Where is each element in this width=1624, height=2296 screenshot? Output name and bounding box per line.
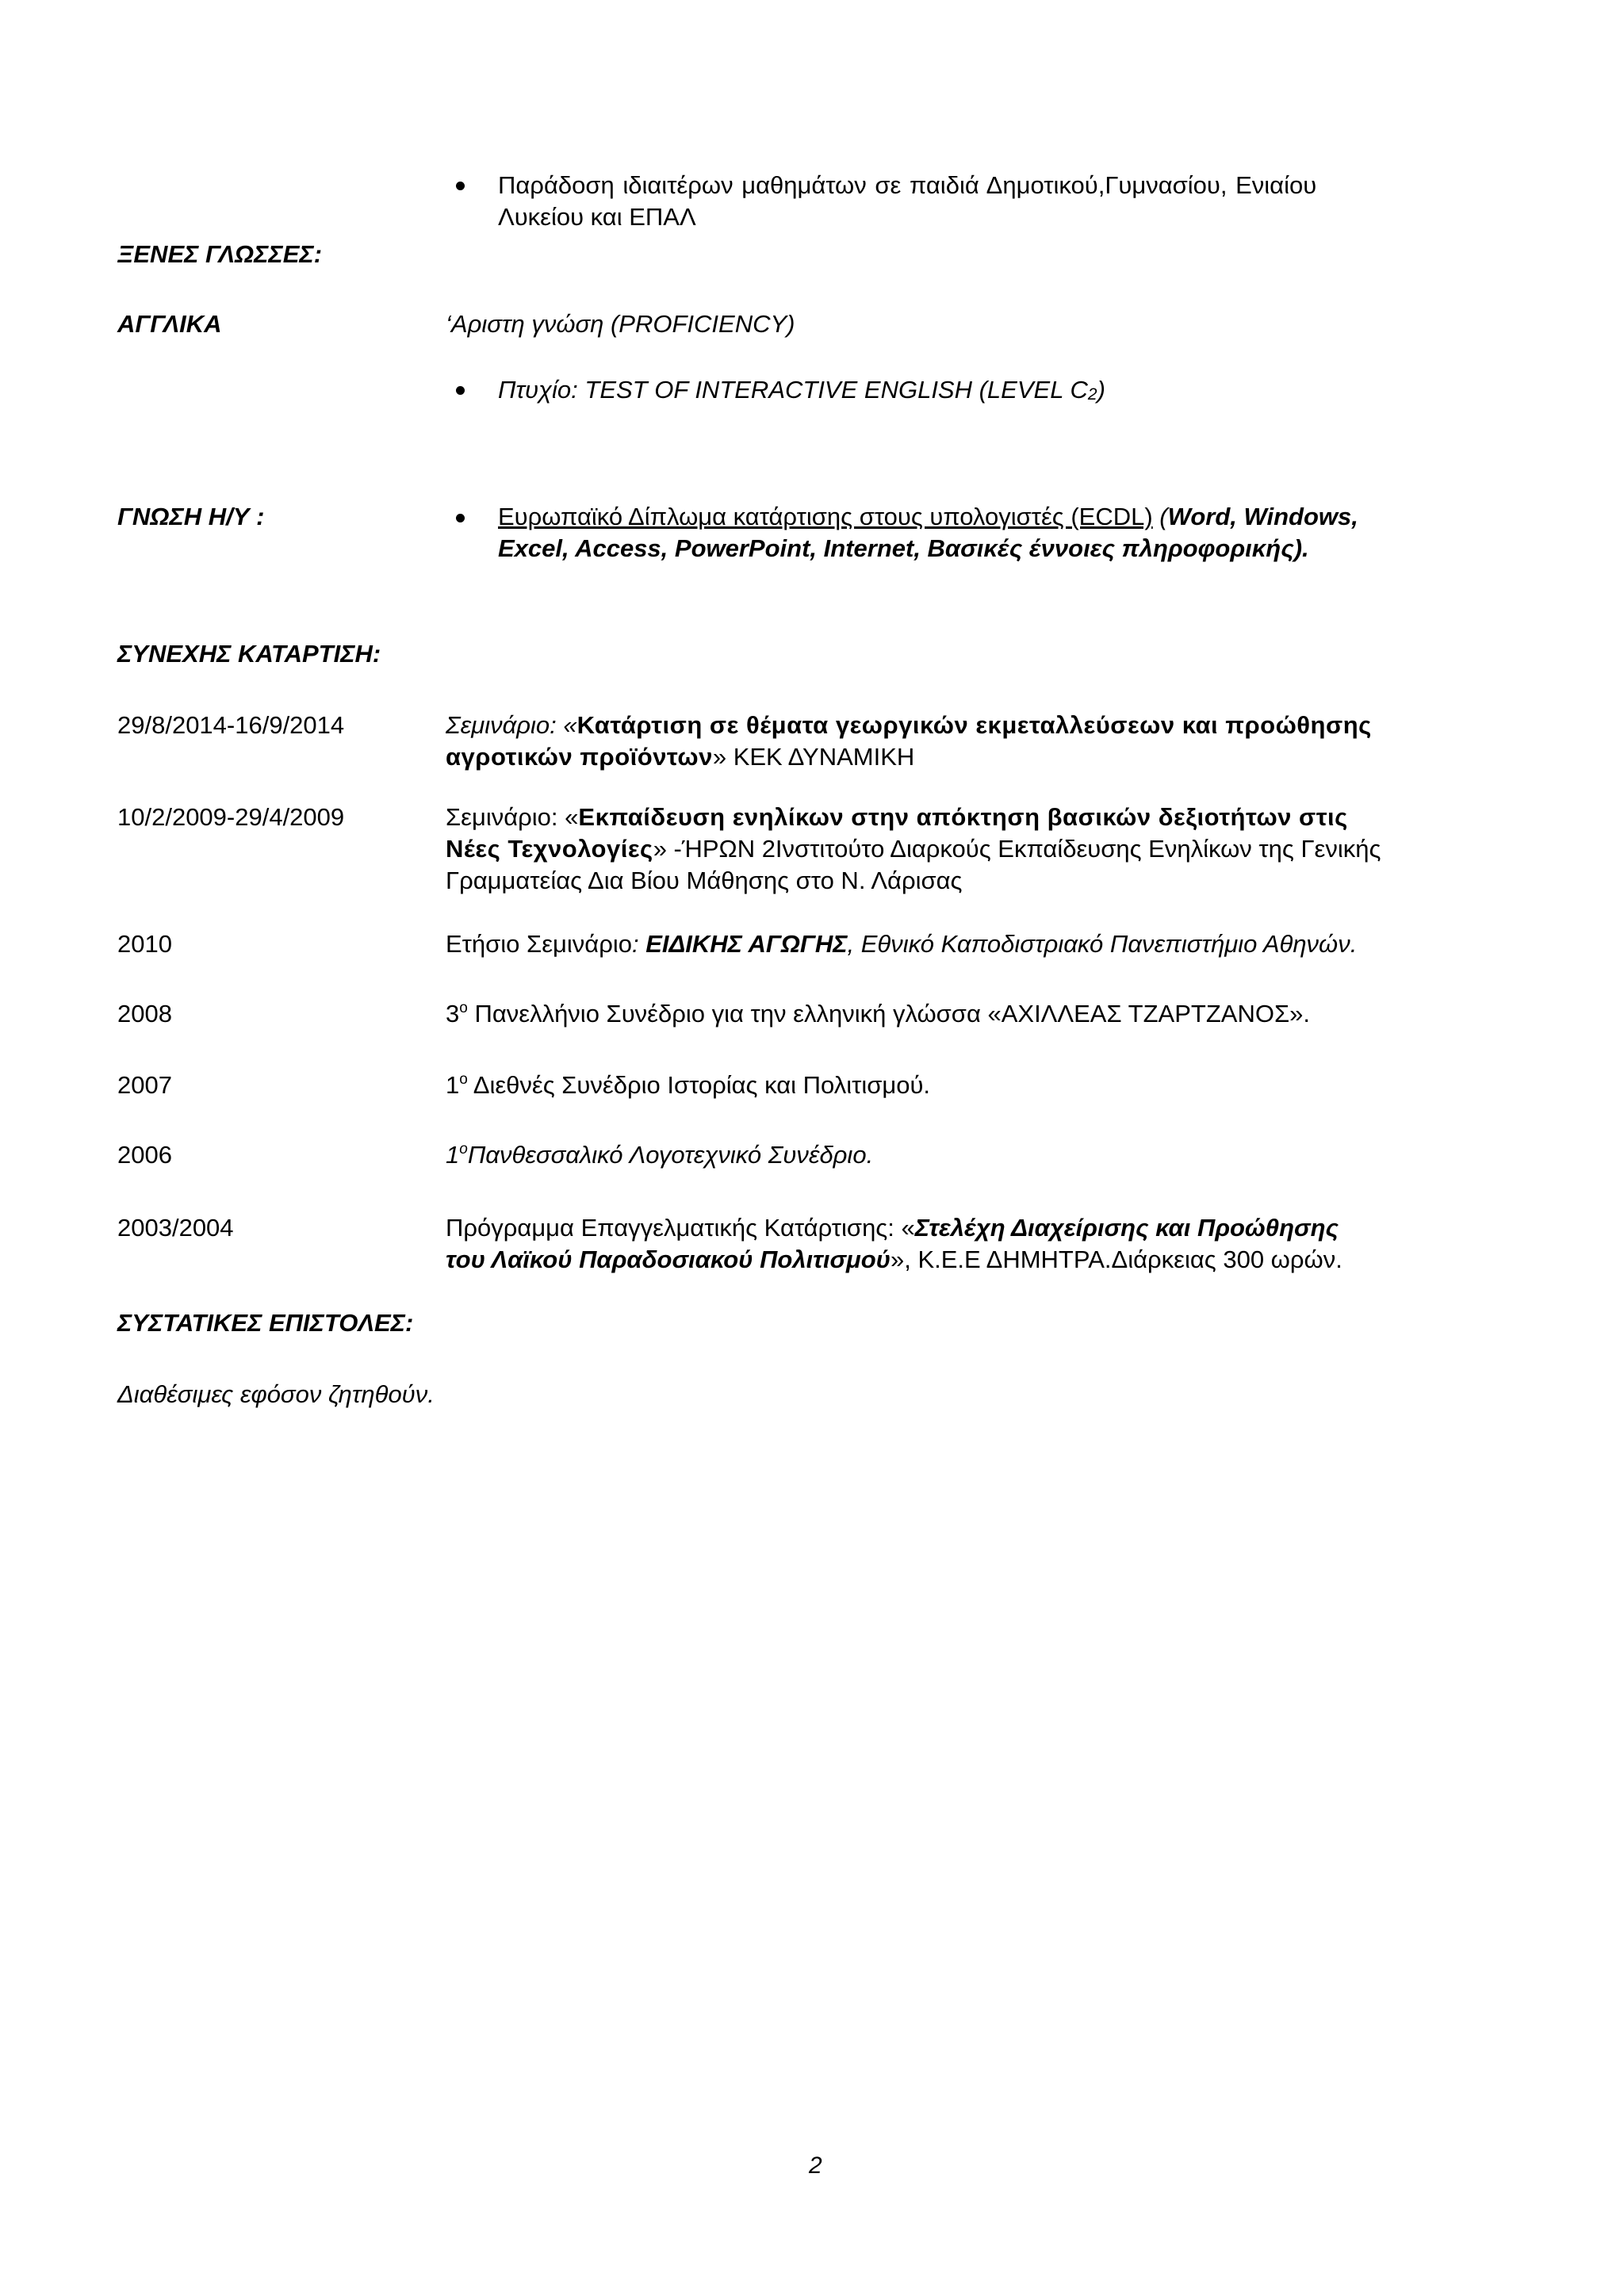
entry-title-2: αγροτικών προϊόντων (446, 743, 713, 771)
training-entry (446, 998, 1492, 1030)
entry-title: ΕΙΔΙΚΗΣ ΑΓΩΓΗΣ (645, 930, 848, 958)
bullet-icon (456, 514, 465, 522)
entry-prefix: Σεμινάριο: « (446, 711, 577, 739)
training-entry (446, 710, 1492, 773)
entry-num: 1 (446, 1071, 460, 1099)
english-level: ‘Αριστη γνώση (PROFICIENCY) (446, 310, 795, 338)
entry-title-1: Εκπαίδευση ενηλίκων στην απόκτηση βασικών δεξιοτήτων στις (578, 803, 1348, 831)
entry-sup: ο (459, 1000, 468, 1016)
training-entry (446, 928, 1492, 960)
training-heading: ΣΥΝΕΧΗΣ ΚΑΤΑΡΤΙΣΗ: (117, 640, 381, 668)
certificate-close: ) (1097, 376, 1105, 404)
bullet-icon (456, 182, 465, 190)
training-entry (446, 1070, 1492, 1101)
training-date: 2008 (117, 1000, 172, 1027)
entry-line-3: Γραμματείας Δια Βίου Μάθησης στο Ν. Λάρισας (446, 867, 963, 894)
entry-prefix: Σεμινάριο: « (446, 803, 579, 831)
entry-suffix: », Κ.Ε.Ε ΔΗΜΗΤΡΑ.Διάρκειας 300 ωρών. (890, 1246, 1342, 1273)
training-date: 2007 (117, 1071, 172, 1099)
entry-sup: ο (459, 1141, 468, 1158)
training-entry (446, 1139, 1492, 1171)
training-entry (446, 802, 1492, 897)
entry-text: Πανελλήνιο Συνέδριο για την ελληνική γλώσσα «ΑΧΙΛΛΕΑΣ ΤΖΑΡΤΖΑΝΟΣ». (467, 1000, 1310, 1027)
tutoring-line-1: Παράδοση ιδιαιτέρων μαθημάτων σε παιδιά Δημοτικού,Γυμνασίου, Ενιαίου (498, 171, 1317, 199)
entry-suffix: » ΚΕΚ ΔΥΝΑΜΙΚΗ (712, 743, 915, 771)
ecdl-open-paren: ( (1152, 503, 1168, 530)
entry-prefix: Πρόγραμμα Επαγγελματικής Κατάρτισης: « (446, 1214, 915, 1242)
entry-text: Πανθεσσαλικό Λογοτεχνικό Συνέδριο. (467, 1141, 874, 1169)
references-text: Διαθέσιμες εφόσον ζητηθούν. (117, 1380, 435, 1408)
ecdl-skills-2: Excel, Access, PowerPoint, Internet, Βασικές έννοιες πληροφορικής). (498, 534, 1309, 562)
entry-title-1: Στελέχη Διαχείρισης και Προώθησης (914, 1214, 1339, 1242)
training-date: 29/8/2014-16/9/2014 (117, 711, 345, 739)
entry-title-2: του Λαϊκού Παραδοσιακού Πολιτισμού (446, 1246, 891, 1273)
entry-num: 3 (446, 1000, 460, 1027)
computers-heading: ΓΝΩΣΗ Η/Υ : (117, 503, 265, 530)
bullet-icon (456, 386, 465, 395)
entry-sup: ο (459, 1071, 468, 1088)
entry-num: 1 (446, 1141, 460, 1169)
ecdl-link[interactable]: Ευρωπαϊκό Δίπλωμα κατάρτισης στους υπολογιστές (ECDL) (498, 503, 1153, 530)
ecdl-item (498, 501, 1481, 564)
tutoring-line-2: Λυκείου και ΕΠΑΛ (498, 203, 696, 231)
certificate-text: Πτυχίο: TEST OF INTERACTIVE ENGLISH (LEVEL C (498, 376, 1088, 404)
training-entry (446, 1212, 1492, 1276)
entry-suffix: , Εθνικό Καποδιστριακό Πανεπιστήμιο Αθηνών. (847, 930, 1358, 958)
entry-colon: : (631, 930, 646, 958)
training-date: 2010 (117, 930, 172, 958)
page-number: 2 (809, 2152, 822, 2179)
entry-text: Διεθνές Συνέδριο Ιστορίας και Πολιτισμού. (467, 1071, 931, 1099)
english-label: ΑΓΓΛΙΚΑ (117, 310, 222, 338)
certificate-level-sub: 2 (1087, 385, 1097, 404)
english-certificate (498, 374, 1492, 406)
entry-title-1: Κατάρτιση σε θέματα γεωργικών εκμεταλλεύσεων και προώθησης (576, 711, 1372, 739)
languages-heading: ΞΕΝΕΣ ΓΛΩΣΣΕΣ: (117, 240, 323, 268)
training-date: 10/2/2009-29/4/2009 (117, 803, 345, 831)
entry-suffix: » -ΉΡΩΝ 2Ινστιτούτο Διαρκούς Εκπαίδευσης Ενηλίκων της Γενικής (653, 835, 1381, 863)
references-heading: ΣΥΣΤΑΤΙΚΕΣ ΕΠΙΣΤΟΛΕΣ: (117, 1309, 414, 1337)
entry-prefix: Ετήσιο Σεμινάριο (446, 930, 632, 958)
ecdl-skills-1: Word, Windows, (1167, 503, 1358, 530)
entry-title-2: Νέες Τεχνολογίες (446, 835, 653, 863)
tutoring-item (498, 170, 1492, 233)
training-date: 2003/2004 (117, 1214, 234, 1242)
training-date: 2006 (117, 1141, 172, 1169)
